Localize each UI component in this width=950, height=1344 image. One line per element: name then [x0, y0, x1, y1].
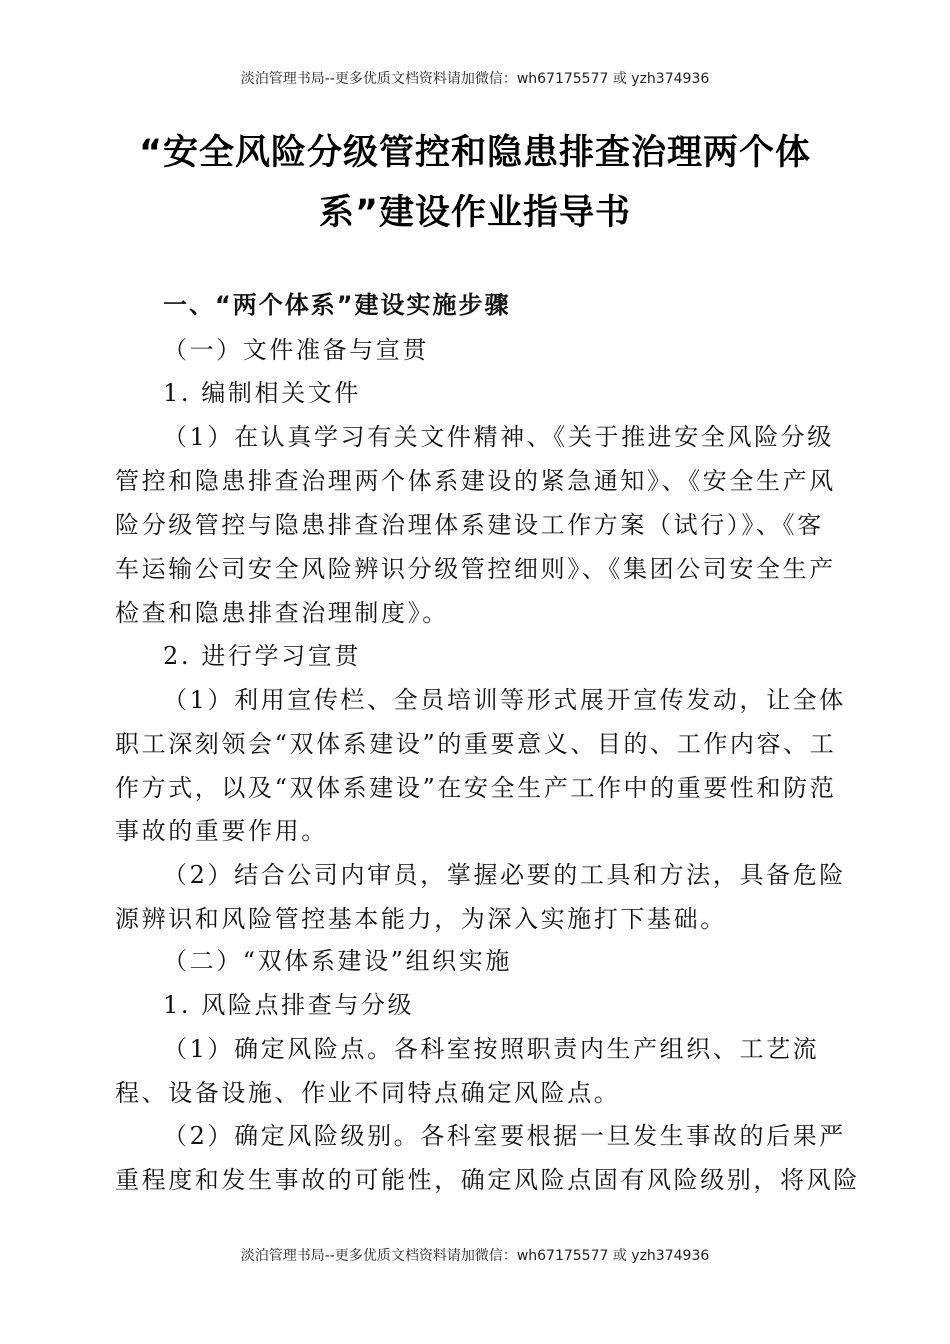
paragraph-line: 作方式，以及“双体系建设”在安全生产工作中的重要性和防范 [115, 774, 837, 802]
paragraph-line: （1）确定风险点。各科室按照职责内生产组织、工艺流 [163, 1035, 820, 1063]
paragraph-line: （2）确定风险级别。各科室要根据一旦发生事故的后果严 [163, 1122, 846, 1150]
item-heading: 1. 编制相关文件 [163, 379, 361, 407]
paragraph-line: 险分级管控与隐患排查治理体系建设工作方案（试行）》、《客 [115, 511, 824, 539]
paragraph-line: （2）结合公司内审员，掌握必要的工具和方法，具备危险 [163, 861, 846, 889]
paragraph-line: （1）利用宣传栏、全员培训等形式展开宣传发动，让全体 [163, 686, 846, 714]
page-header: 淡泊管理书局--更多优质文档资料请加微信：wh67175577 或 yzh374936 [240, 71, 710, 87]
subsection-heading: （一）文件准备与宣贯 [163, 336, 429, 364]
paragraph-line: 车运输公司安全风险辨识分级管控细则》、《集团公司安全生产 [115, 555, 836, 583]
page-footer: 淡泊管理书局--更多优质文档资料请加微信：wh67175577 或 yzh374936 [240, 1248, 710, 1264]
paragraph-line: 程、设备设施、作业不同特点确定风险点。 [115, 1079, 621, 1107]
paragraph-line: 重程度和发生事故的可能性，确定风险点固有风险级别，将风险 [115, 1166, 860, 1194]
paragraph-line: 检查和隐患排查治理制度》。 [115, 599, 449, 627]
document-title-line-1: “安全风险分级管控和隐患排查治理两个体 [138, 133, 811, 173]
paragraph-line: 管控和隐患排查治理两个体系建设的紧急通知》、《安全生产风 [115, 467, 836, 495]
item-heading: 2. 进行学习宣贯 [163, 642, 361, 670]
paragraph-line: （1）在认真学习有关文件精神、《关于推进安全风险分级 [163, 423, 834, 451]
paragraph-line: 职工深刻领会“双体系建设”的重要意义、目的、工作内容、工 [115, 730, 837, 758]
document-title-line-2: 系”建设作业指导书 [318, 193, 631, 233]
paragraph-line: 源辨识和风险管控基本能力，为深入实施打下基础。 [115, 905, 727, 933]
subsection-heading: （二）“双体系建设”组织实施 [163, 947, 512, 975]
item-heading: 1. 风险点排查与分级 [163, 991, 415, 1019]
paragraph-line: 事故的重要作用。 [115, 817, 328, 845]
section-heading: 一、“两个体系”建设实施步骤 [163, 291, 511, 319]
